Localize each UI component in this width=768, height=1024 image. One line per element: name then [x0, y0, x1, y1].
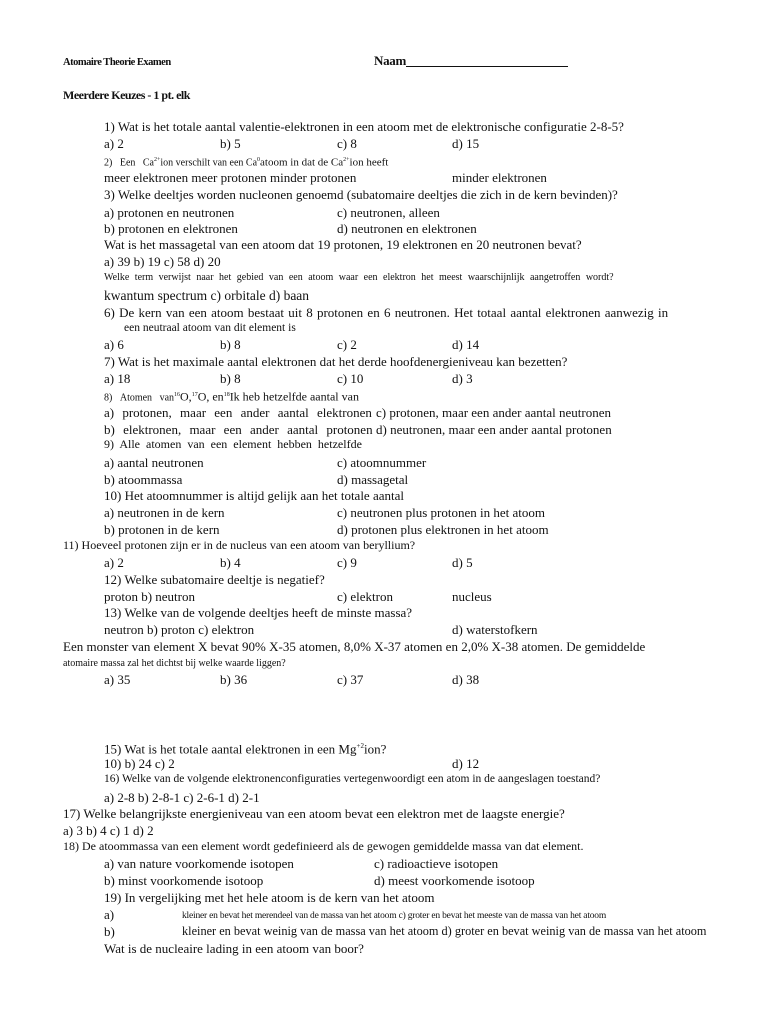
q12-option-c[interactable]: c) elektron [337, 589, 393, 604]
question-13-stem: 13) Welke van de volgende deeltjes heeft de minste massa? [104, 605, 413, 620]
question-14-stem-line-1: Een monster van element X bevat 90% X-35 atomen, 8,0% X-37 atomen en 2,0% X-38 atomen. De gemiddelde [63, 639, 646, 654]
question-6-stem-line-2: een neutraal atoom van dit element is [124, 322, 296, 334]
question-19-stem: 19) In vergelijking met het hele atoom is de kern van het atoom [104, 890, 435, 905]
q11-option-a[interactable]: a) 2 [104, 555, 124, 570]
q2-options[interactable]: meer elektronen meer protonen minder protonen [104, 170, 357, 185]
q8-option-b[interactable]: b) elektronen, maar een ander aantal protonen [104, 422, 373, 437]
q1-option-b[interactable]: b) 5 [220, 136, 241, 151]
q9-option-d[interactable]: d) massagetal [337, 472, 409, 487]
question-10-stem: 10) Het atoomnummer is altijd gelijk aan het totale aantal [104, 488, 404, 503]
q3-option-b[interactable]: b) protonen en elektronen [104, 221, 238, 236]
question-16-stem: 16) Welke van de volgende elektronenconfiguraties vertegenwoordigt een atom in de aangeslagen toestand? [104, 773, 601, 785]
q10-option-c[interactable]: c) neutronen plus protonen in het atoom [337, 505, 545, 520]
question-3-stem: 3) Welke deeltjes worden nucleonen genoemd (subatomaire deeltjes die zich in de kern bevinden)? [104, 187, 618, 202]
q13-option-d[interactable]: d) waterstofkern [452, 622, 538, 637]
question-11-stem: 11) Hoeveel protonen zijn er in de nucleus van een atoom van beryllium? [63, 538, 416, 552]
question-6-stem-line-1: 6) De kern van een atoom bestaat uit 8 protonen en 6 neutronen. Het totaal aantal elektronen aanwezig in [104, 305, 669, 320]
q6-option-a[interactable]: a) 6 [104, 337, 124, 352]
q3-option-d[interactable]: d) neutronen en elektronen [337, 221, 477, 236]
q19-option-a-text[interactable]: kleiner en bevat het merendeel van de massa van het atoom c) groter en bevat het meeste van de massa van het atoom [182, 911, 607, 921]
q19-option-a-label[interactable]: a) [104, 907, 115, 922]
q12-options[interactable]: proton b) neutron [104, 589, 195, 604]
q14-option-b[interactable]: b) 36 [220, 672, 248, 687]
q2-option-d[interactable]: minder elektronen [452, 170, 547, 185]
q14-option-d[interactable]: d) 38 [452, 672, 480, 687]
q11-option-c[interactable]: c) 9 [337, 555, 357, 570]
q6-option-d[interactable]: d) 14 [452, 337, 480, 352]
q18-option-b[interactable]: b) minst voorkomende isotoop [104, 873, 264, 888]
q1-option-c[interactable]: c) 8 [337, 136, 357, 151]
q18-option-c[interactable]: c) radioactieve isotopen [374, 856, 499, 871]
section-title: Meerdere Keuzes - 1 pt. elk [63, 88, 190, 102]
q1-option-d[interactable]: d) 15 [452, 136, 480, 151]
question-8-stem: 8) Atomen van$^{16}$O,$^{17}$O, $en^{18}Ik$ heb hetzelfde aantal van [104, 389, 359, 404]
q11-option-b[interactable]: b) 4 [220, 555, 241, 570]
q15-options[interactable]: 10) b) 24 c) 2 [104, 756, 175, 771]
question-18-stem: 18) De atoommassa van een element wordt gedefinieerd als de gewogen gemiddelde massa van dat element. [63, 839, 584, 853]
q19-option-b-label[interactable]: b) [104, 924, 115, 939]
q8-option-c[interactable]: c) protonen, maar een ander aantal neutronen [376, 405, 611, 420]
q19-option-b-text[interactable]: kleiner en bevat weinig van de massa van het atoom d) groter en bevat weinig van de massa van het atoom [182, 924, 707, 938]
q12-option-d[interactable]: nucleus [452, 589, 492, 604]
question-4-stem: Wat is het massagetal van een atoom dat 19 protonen, 19 elektronen en 20 neutronen bevat? [104, 237, 582, 252]
q14-option-a[interactable]: a) 35 [104, 672, 131, 687]
q4-options[interactable]: a) 39 b) 19 c) 58 d) 20 [104, 254, 221, 269]
question-7-stem: 7) Wat is het maximale aantal elektronen dat het derde hoofdenergieniveau kan bezetten? [104, 354, 568, 369]
q14-option-c[interactable]: c) 37 [337, 672, 364, 687]
q18-option-a[interactable]: a) van nature voorkomende isotopen [104, 856, 294, 871]
q8-option-d[interactable]: d) neutronen, maar een ander aantal protonen [376, 422, 612, 437]
q17-options[interactable]: a) 3 b) 4 c) 1 d) 2 [63, 823, 154, 838]
q10-option-a[interactable]: a) neutronen in de kern [104, 505, 225, 520]
q6-option-b[interactable]: b) 8 [220, 337, 241, 352]
q13-options[interactable]: neutron b) proton c) elektron [104, 622, 255, 637]
q11-option-d[interactable]: d) 5 [452, 555, 473, 570]
q7-option-b[interactable]: b) 8 [220, 371, 241, 386]
question-20-stem: Wat is de nucleaire lading in een atoom van boor? [104, 941, 364, 956]
q9-option-b[interactable]: b) atoommassa [104, 472, 183, 487]
q15-option-d[interactable]: d) 12 [452, 756, 480, 771]
q3-option-c[interactable]: c) neutronen, alleen [337, 205, 440, 220]
q3-option-a[interactable]: a) protonen en neutronen [104, 205, 235, 220]
question-12-stem: 12) Welke subatomaire deeltje is negatief? [104, 572, 325, 587]
q7-option-a[interactable]: a) 18 [104, 371, 131, 386]
question-17-stem: 17) Welke belangrijkste energieniveau van een atoom bevat een elektron met de laagste energie? [63, 806, 565, 821]
q7-option-c[interactable]: c) 10 [337, 371, 364, 386]
q7-option-d[interactable]: d) 3 [452, 371, 473, 386]
q9-option-a[interactable]: a) aantal neutronen [104, 455, 204, 470]
q18-option-d[interactable]: d) meest voorkomende isotoop [374, 873, 535, 888]
q5-options[interactable]: kwantum spectrum c) orbitale d) baan [104, 288, 310, 303]
q1-option-a[interactable]: a) 2 [104, 136, 124, 151]
name-field-line[interactable] [406, 66, 568, 67]
question-5-stem: Welke term verwijst naar het gebied van een atoom waar een elektron het meest waarschijnlijk aangetroffen wordt? [104, 272, 614, 283]
question-15-stem: 15) Wat is het totale aantal elektronen in een $Mg^{+2}ion$? [104, 741, 387, 757]
exam-title: Atomaire Theorie Examen [63, 57, 171, 68]
q16-options[interactable]: a) 2-8 b) 2-8-1 c) 2-6-1 d) 2-1 [104, 790, 260, 805]
name-label: Naam [374, 53, 407, 68]
question-1-stem: 1) Wat is het totale aantal valentie-elektronen in een atoom met de elektronische configuratie 2-8-5? [104, 119, 624, 134]
q8-option-a[interactable]: a) protonen, maar een ander aantal elektronen [104, 405, 372, 420]
question-9-stem: 9) Alle atomen van een element hebben hetzelfde [104, 437, 362, 451]
q6-option-c[interactable]: c) 2 [337, 337, 357, 352]
question-2-stem: 2) Een $Ca^{2+}ion$ verschilt van een Ca$^0$atoom in dat de $Ca^{2+}ion$ heeft [104, 156, 389, 169]
q10-option-d[interactable]: d) protonen plus elektronen in het atoom [337, 522, 549, 537]
q10-option-b[interactable]: b) protonen in de kern [104, 522, 220, 537]
question-14-stem-line-2: atomaire massa zal het dichtst bij welke waarde liggen? [63, 658, 286, 669]
q9-option-c[interactable]: c) atoomnummer [337, 455, 427, 470]
